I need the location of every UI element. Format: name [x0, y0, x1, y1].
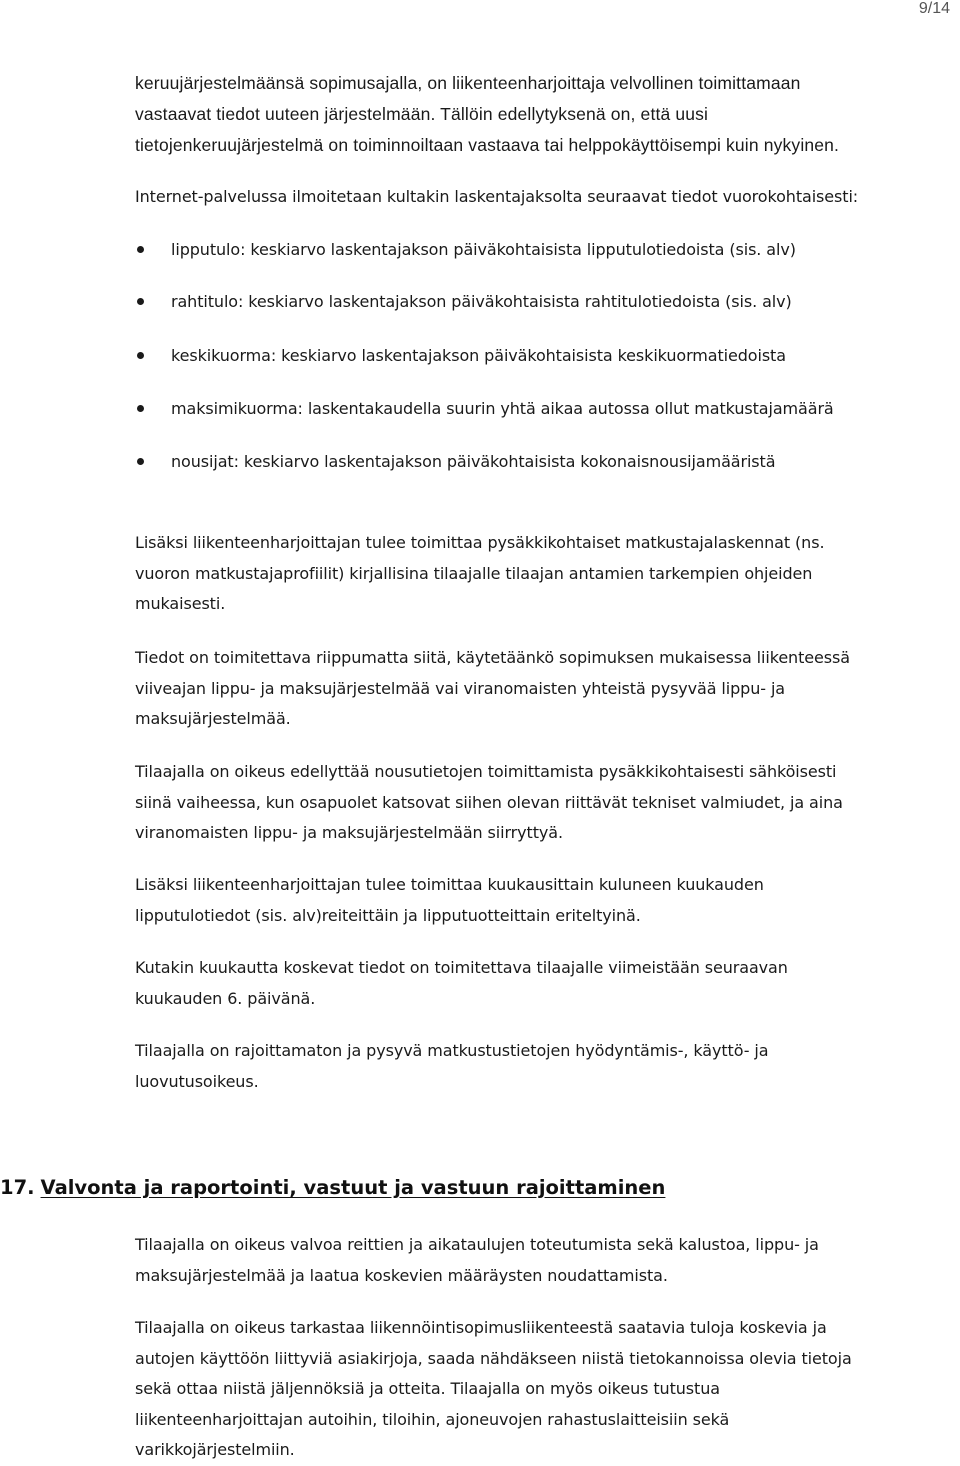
text-line: liikenteenharjoittajan autoihin, tiloihin, ajoneuvojen rahastuslaitteisiin sekä	[135, 1409, 730, 1429]
text-line: sekä ottaa niistä jäljennöksiä ja otteita. Tilaajalla on myös oikeus tutustua	[135, 1379, 720, 1398]
section-heading	[0, 1174, 665, 1202]
paragraph-ticketing-system	[135, 643, 935, 735]
text-line: maksujärjestelmää ja laatua koskevien määräysten noudattamista.	[135, 1265, 668, 1285]
text-line: tietojenkeruujärjestelmä on toiminnoiltaan vastaava tai helppokäyttöisempi kuin nykyinen.	[135, 135, 840, 155]
text-line: Lisäksi liikenteenharjoittajan tulee toimittaa kuukausittain kuluneen kuukauden	[135, 875, 764, 894]
text-line: lipputulotiedot (sis. alv)reiteittäin ja lipputuotteittain eriteltyinä.	[135, 905, 641, 925]
text-line: keruujärjestelmäänsä sopimusajalla, on liikenteenharjoittaja velvollinen toimittamaan	[135, 73, 801, 93]
section-number: 17.	[0, 1176, 35, 1199]
text-line: Kutakin kuukautta koskevat tiedot on toimitettava tilaajalle viimeistään seuraavan	[135, 958, 788, 977]
list-item-text: rahtitulo: keskiarvo laskentajakson päiväkohtaisista rahtitulotiedoista (sis. alv)	[171, 292, 792, 311]
list-item-text: maksimikuorma: laskentakaudella suurin yhtä aikaa autossa ollut matkustajamäärä	[171, 399, 834, 418]
list-item-text: lipputulo: keskiarvo laskentajakson päiväkohtaisista lipputulotiedoista (sis. alv)	[171, 240, 796, 259]
text-line: luovutusoikeus.	[135, 1071, 259, 1091]
text-line: autojen käyttöön liittyviä asiakirjoja, saada nähdäkseen niistä tietokannoissa olevia tietoja	[135, 1348, 852, 1368]
text-line: Lisäksi liikenteenharjoittajan tulee toimittaa pysäkkikohtaiset matkustajalaskennat (ns.	[135, 533, 825, 552]
text-line: Tilaajalla on rajoittamaton ja pysyvä matkustustietojen hyödyntämis-, käyttö- ja	[135, 1041, 769, 1060]
text-line: siinä vaiheessa, kun osapuolet katsovat siihen olevan riittävät tekniset valmiudet, ja aina	[135, 792, 843, 812]
text-line: vastaavat tiedot uuteen järjestelmään. Tällöin edellytyksenä on, että uusi	[135, 104, 709, 124]
paragraph-deadline	[135, 953, 935, 1014]
bullet-icon	[137, 458, 144, 465]
paragraph-usage-rights	[135, 1036, 935, 1097]
text-line: maksujärjestelmää.	[135, 709, 291, 728]
bullet-icon	[137, 405, 144, 412]
text-line: Internet-palvelussa ilmoitetaan kultakin laskentajaksolta seuraavat tiedot vuorokohtaisesti:	[135, 187, 859, 206]
paragraph-station-counts	[135, 528, 935, 620]
text-line: viranomaisten lippu- ja maksujärjestelmään siirryttyä.	[135, 823, 563, 842]
bullet-icon	[137, 298, 144, 305]
text-line: mukaisesti.	[135, 594, 226, 613]
bullet-icon	[137, 352, 144, 359]
intro-paragraph	[135, 68, 935, 161]
text-line: Tilaajalla on oikeus valvoa reittien ja aikataulujen toteutumista sekä kalustoa, lippu- ja	[135, 1235, 819, 1254]
bullet-icon	[137, 246, 144, 253]
text-line: kuukauden 6. päivänä.	[135, 988, 316, 1008]
paragraph-supervision	[135, 1230, 935, 1291]
paragraph-boarding-data	[135, 757, 935, 849]
section-title: Valvonta ja raportointi, vastuut ja vastuun rajoittaminen	[40, 1176, 666, 1199]
list-item-text: keskikuorma: keskiarvo laskentajakson päiväkohtaisista keskikuormatiedoista	[171, 346, 786, 365]
paragraph-audit-rights	[135, 1313, 935, 1466]
text-line: Tilaajalla on oikeus edellyttää nousutietojen toimittamista pysäkkikohtaisesti sähköisesti	[135, 762, 837, 781]
text-line: viiveajan lippu- ja maksujärjestelmää vai viranomaisten yhteistä pysyvää lippu- ja	[135, 678, 785, 698]
text-line: vuoron matkustajaprofiilit) kirjallisina tilaajalle tilaajan antamien tarkempien ohjeiden	[135, 563, 813, 583]
paragraph-monthly-revenue	[135, 870, 935, 931]
text-line: varikkojärjestelmiin.	[135, 1440, 295, 1459]
text-line: Tiedot on toimitettava riippumatta siitä, käytetäänkö sopimuksen mukaisessa liikenteessä	[135, 648, 850, 667]
list-item-text: nousijat: keskiarvo laskentajakson päiväkohtaisista kokonaisnousijamääristä	[171, 452, 776, 471]
page-number: 9/14	[918, 0, 950, 17]
text-line: Tilaajalla on oikeus tarkastaa liikennöintisopimusliikenteestä saatavia tuloja koskevia ja	[135, 1318, 827, 1337]
internet-lead-paragraph	[135, 182, 935, 213]
